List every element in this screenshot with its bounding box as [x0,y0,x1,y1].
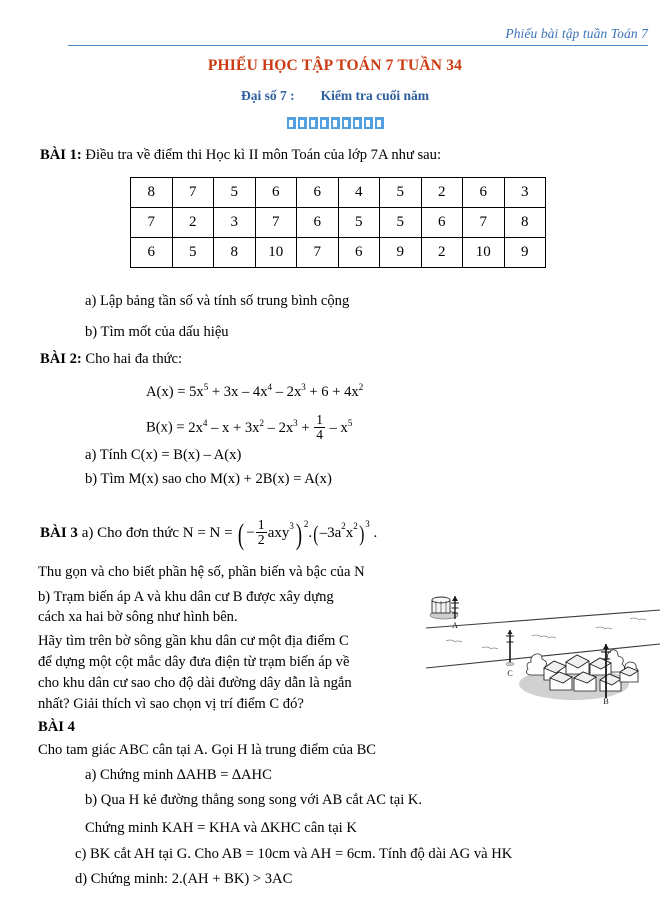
poly-a-expression: $5x^5 + 3x - 4x^4 - 2x^3 + 6 + 4x^2$ [189,382,364,400]
left-paren-icon: ( [313,520,319,546]
table-cell: 7 [172,178,214,208]
expr-second-power-1: 2 [341,521,346,531]
bai3-monomial-expression: N = ( − $\frac{1}{2}$ axy$^3$) $^2.(-3a^2x^2)^3$ . [209,517,378,551]
bai2-label: BÀI 2: [40,351,82,367]
missing-glyph-icon [364,117,373,129]
table-cell: 9 [504,238,546,268]
bai4-item-b: b) Qua H kẻ đường thẳng song song với AB cắt AC tại K. [85,792,423,808]
expr-first-outer-power: 2 [303,519,309,529]
fraction-numerator: 1 [316,412,323,427]
bai3-item-b-line3: Hãy tìm trên bờ sông gần khu dân cư một địa điểm C [38,633,349,649]
bai3-item-b-line2: cách xa hai bờ sông như hình bên. [38,609,238,625]
missing-glyph-icon [331,117,340,129]
table-cell: 7 [463,208,505,238]
right-paren-icon: ) [358,520,365,546]
missing-glyph-icon [320,117,329,129]
table-cell: 6 [297,178,339,208]
bai3-item-b-line5: cho khu dân cư sao cho độ dài đường dây dẫn là ngắn [38,675,352,691]
table-cell: 5 [214,178,256,208]
bai4-prompt: Cho tam giác ABC cân tại A. Gọi H là trung điểm của BC [38,742,377,758]
fraction-denominator: 2 [257,532,265,548]
bai2-prompt: Cho hai đa thức: [85,351,183,367]
expr-second-var: x [345,525,354,541]
bai1-item-a: a) Lập bảng tần số và tính số trung bình cộng [85,293,350,309]
table-cell: 6 [463,178,505,208]
illustration-label-c: C [507,669,513,678]
subject-label: Đại số 7 : [241,88,295,103]
bai2-item-b: b) Tìm M(x) sao cho M(x) + 2B(x) = A(x) [85,471,332,487]
table-cell: 8 [504,208,546,238]
table-cell: 10 [255,238,297,268]
table-cell: 2 [421,238,463,268]
illustration-label-a: A [452,621,458,630]
bai3-item-a-lead: a) Cho đơn thức N = [81,525,206,541]
expr-first-body: axy [267,525,290,541]
bai1-heading-line [40,146,441,165]
expr-minus-sign: − [246,525,255,541]
document-subtitle [0,88,670,104]
bai3-item-b-line1: b) Trạm biến áp A và khu dân cư B được xây dựng [38,589,334,605]
table-row [131,178,546,208]
bai3-item-b-line4: để dựng một cột mắc dây đưa điện từ trạm biến áp về [38,654,350,670]
bai3-item-b-line6: nhất? Giải thích vì sao chọn vị trí điểm C đó? [38,696,304,712]
river-far-bank-line [426,610,660,628]
poly-b-expression: $2x^4 - x + 3x^2 - 2x^3$ + $\frac{1}{4}$ – $x^5$ [188,412,353,442]
bai4-item-c: c) BK cắt AH tại G. Cho AB = 10cm và AH = 6cm. Tính độ dài AG và HK [75,846,513,862]
missing-glyph-icon [342,117,351,129]
header-divider-rule [68,45,648,46]
table-cell: 7 [297,238,339,268]
bai2-polynomial-a [146,383,363,402]
bai1-data-table [130,177,546,268]
table-row [131,208,546,238]
table-cell: 6 [131,238,173,268]
table-cell: 2 [172,208,214,238]
decorative-glyph-row [0,117,670,129]
bai4-item-d: d) Chứng minh: 2.(AH + BK) > 3AC [75,871,293,887]
table-cell: 6 [421,208,463,238]
table-cell: 5 [338,208,380,238]
exam-label: Kiểm tra cuối năm [320,88,429,103]
power-station-symbol [430,596,459,619]
poly-b-name: B(x) = [146,419,185,436]
table-row [131,238,546,268]
expr-second-outer-power: 3 [365,519,370,529]
table-cell: 6 [338,238,380,268]
table-cell: 6 [297,208,339,238]
missing-glyph-icon [298,117,307,129]
fraction-one-fourth [314,413,325,441]
water-ripples [446,618,646,649]
table-cell: 10 [463,238,505,268]
expr-period: . [369,525,378,541]
fraction-denominator: 4 [316,426,323,442]
page-title: PHIẾU HỌC TẬP TOÁN 7 TUẦN 34 [207,57,463,74]
table-cell: 3 [214,208,256,238]
bai4-item-b-continued: Chứng minh KAH = KHA và ∆KHC cân tại K [85,820,357,836]
page-header [0,26,670,46]
missing-glyph-icon [353,117,362,129]
right-paren-icon: ) [295,517,302,551]
missing-glyph-icon [309,117,318,129]
expr-second-power-2: 2 [353,521,358,531]
bai1-label: BÀI 1: [40,147,82,163]
fraction-one-half [256,518,267,547]
bai2-item-a: a) Tính C(x) = B(x) – A(x) [85,447,242,463]
illustration-label-b: B [603,697,609,704]
bai3-label: BÀI 3 [40,525,78,541]
missing-glyph-icon [287,117,296,129]
table-cell: 7 [131,208,173,238]
missing-glyph-icon [375,117,384,129]
bai2-polynomial-b [146,414,352,442]
bai3-heading-line [40,517,378,551]
bai3-thu-gon-line: Thu gọn và cho biết phần hệ số, phần biến và bậc của N [38,564,365,580]
table-cell: 8 [131,178,173,208]
bai4-item-a: a) Chứng minh ∆AHB = ∆AHC [85,767,272,783]
expr-first-inner-power: 3 [289,521,294,531]
table-cell: 3 [504,178,546,208]
poly-a-name: A(x) = [146,384,186,400]
table-cell: 4 [338,178,380,208]
expr-multiply-dot: . [308,525,313,541]
table-cell: 5 [172,238,214,268]
table-cell: 7 [255,208,297,238]
bai4-label: BÀI 4 [38,719,75,735]
bai1-prompt: Điều tra về điểm thi Học kì II môn Toán của lớp 7A như sau: [85,147,442,163]
fraction-numerator: 1 [257,517,265,532]
table-cell: 8 [214,238,256,268]
table-cell: 9 [380,238,422,268]
bai2-heading-line [40,350,182,369]
river-diagram-illustration [424,592,662,704]
left-paren-icon: ( [238,517,245,551]
table-cell: 5 [380,178,422,208]
expr-second-body: –3a [319,525,342,541]
running-header-title: Phiếu bài tập tuần Toán 7 [505,26,648,41]
pole-c-symbol [506,630,514,666]
table-cell: 5 [380,208,422,238]
table-cell: 2 [421,178,463,208]
table-cell: 6 [255,178,297,208]
bai1-item-b: b) Tìm mốt của dấu hiệu [85,324,229,340]
